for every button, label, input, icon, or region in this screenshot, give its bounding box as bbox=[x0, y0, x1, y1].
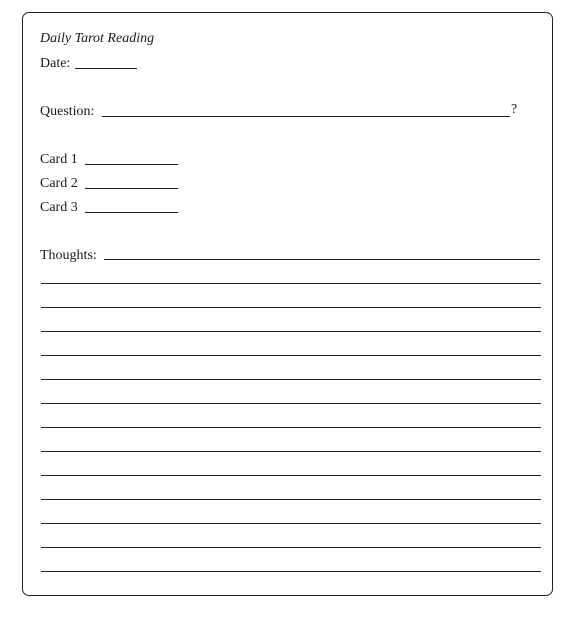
card-2-field[interactable] bbox=[85, 188, 178, 189]
card-1-field[interactable] bbox=[85, 164, 178, 165]
thoughts-line[interactable] bbox=[41, 475, 541, 476]
card-2-label: Card 2 bbox=[40, 176, 78, 191]
question-field[interactable] bbox=[102, 116, 510, 117]
form-border bbox=[22, 12, 553, 596]
date-label: Date: bbox=[40, 56, 71, 71]
thoughts-line[interactable] bbox=[41, 451, 541, 452]
thoughts-line[interactable] bbox=[41, 427, 541, 428]
thoughts-line[interactable] bbox=[41, 571, 541, 572]
thoughts-line[interactable] bbox=[41, 523, 541, 524]
thoughts-line[interactable] bbox=[41, 331, 541, 332]
thoughts-line[interactable] bbox=[41, 355, 541, 356]
thoughts-label: Thoughts: bbox=[40, 248, 97, 263]
question-mark: ? bbox=[511, 102, 518, 117]
thoughts-line[interactable] bbox=[41, 499, 541, 500]
thoughts-line[interactable] bbox=[41, 307, 541, 308]
thoughts-line[interactable] bbox=[41, 379, 541, 380]
thoughts-line[interactable] bbox=[41, 283, 541, 284]
card-1-label: Card 1 bbox=[40, 152, 78, 167]
card-3-field[interactable] bbox=[85, 212, 178, 213]
thoughts-line[interactable] bbox=[41, 547, 541, 548]
question-label: Question: bbox=[40, 104, 95, 119]
thoughts-first-line[interactable] bbox=[104, 259, 540, 260]
card-3-label: Card 3 bbox=[40, 200, 78, 215]
date-field[interactable] bbox=[75, 68, 137, 69]
form-title: Daily Tarot Reading bbox=[40, 31, 155, 46]
thoughts-line[interactable] bbox=[41, 403, 541, 404]
